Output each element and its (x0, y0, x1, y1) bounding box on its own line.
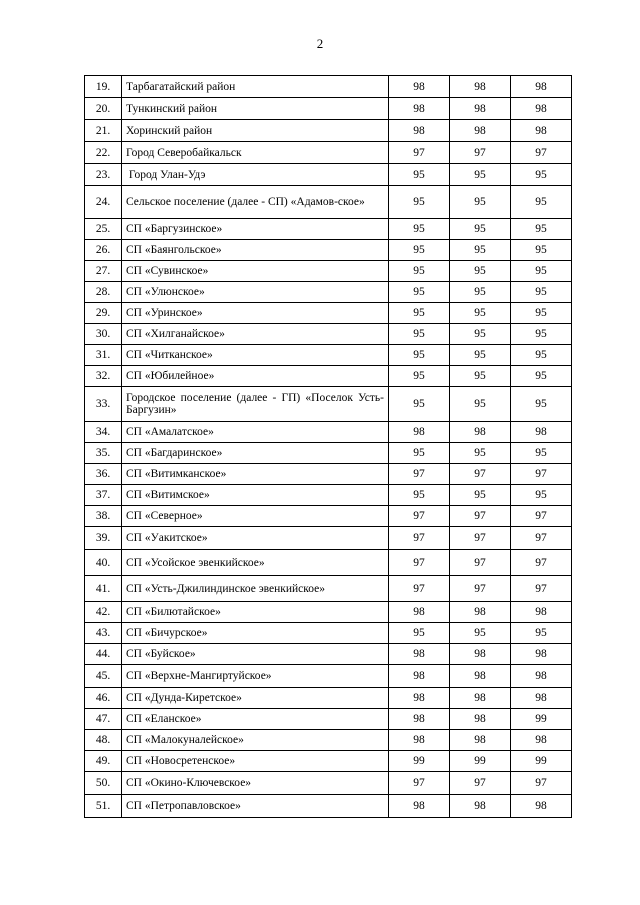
row-value-2: 98 (450, 665, 511, 688)
row-value-3: 97 (511, 576, 572, 602)
row-name: СП «Уакитское» (122, 527, 389, 550)
table-row (85, 261, 572, 282)
row-value-3: 97 (511, 506, 572, 527)
row-value-3: 95 (511, 623, 572, 644)
row-value-1: 95 (389, 164, 450, 186)
table-row (85, 76, 572, 98)
row-number: 33. (85, 387, 122, 422)
row-name: СП «Окино-Ключевское» (122, 772, 389, 795)
row-value-1: 98 (389, 422, 450, 443)
row-value-3: 95 (511, 324, 572, 345)
table-row (85, 443, 572, 464)
table-row (85, 98, 572, 120)
row-value-2: 98 (450, 644, 511, 665)
row-value-2: 95 (450, 240, 511, 261)
row-name: СП «Читканское» (122, 345, 389, 366)
row-name: Тарбагатайский район (122, 76, 389, 98)
row-name: СП «Усойское эвенкийское» (122, 550, 389, 576)
table-row (85, 219, 572, 240)
row-value-2: 95 (450, 623, 511, 644)
row-name: СП «Юбилейное» (122, 366, 389, 387)
row-value-1: 95 (389, 219, 450, 240)
row-value-3: 98 (511, 120, 572, 142)
row-value-1: 95 (389, 303, 450, 324)
row-value-3: 97 (511, 550, 572, 576)
row-value-2: 97 (450, 772, 511, 795)
row-name: Городское поселение (далее - ГП) «Поселок Усть-Баргузин» (122, 387, 389, 422)
row-number: 25. (85, 219, 122, 240)
row-number: 45. (85, 665, 122, 688)
table-row (85, 795, 572, 818)
row-number: 43. (85, 623, 122, 644)
row-number: 44. (85, 644, 122, 665)
row-number: 26. (85, 240, 122, 261)
row-value-1: 95 (389, 366, 450, 387)
table-row (85, 186, 572, 219)
row-number: 46. (85, 688, 122, 709)
table-row (85, 282, 572, 303)
row-number: 20. (85, 98, 122, 120)
table-row (85, 464, 572, 485)
table-row (85, 422, 572, 443)
row-value-2: 95 (450, 485, 511, 506)
row-name: СП «Витимское» (122, 485, 389, 506)
row-value-1: 98 (389, 688, 450, 709)
row-name: СП «Усть-Джилиндинское эвенкийское» (122, 576, 389, 602)
row-number: 28. (85, 282, 122, 303)
row-value-3: 95 (511, 366, 572, 387)
row-value-2: 95 (450, 324, 511, 345)
row-value-1: 98 (389, 709, 450, 730)
row-value-2: 97 (450, 527, 511, 550)
row-value-1: 95 (389, 345, 450, 366)
row-value-1: 95 (389, 324, 450, 345)
row-value-3: 98 (511, 665, 572, 688)
row-value-1: 95 (389, 186, 450, 219)
row-number: 19. (85, 76, 122, 98)
table-row (85, 730, 572, 751)
row-value-1: 95 (389, 240, 450, 261)
row-value-1: 99 (389, 751, 450, 772)
row-value-2: 95 (450, 282, 511, 303)
row-number: 32. (85, 366, 122, 387)
row-value-3: 98 (511, 644, 572, 665)
row-value-2: 95 (450, 443, 511, 464)
table-row (85, 709, 572, 730)
row-number: 50. (85, 772, 122, 795)
row-name: СП «Витимканское» (122, 464, 389, 485)
row-value-3: 98 (511, 422, 572, 443)
row-name: СП «Верхне-Мангиртуйское» (122, 665, 389, 688)
row-number: 23. (85, 164, 122, 186)
row-value-1: 95 (389, 623, 450, 644)
table-row (85, 164, 572, 186)
row-value-2: 95 (450, 345, 511, 366)
row-value-1: 98 (389, 98, 450, 120)
row-value-3: 99 (511, 751, 572, 772)
row-value-3: 98 (511, 602, 572, 623)
row-value-1: 95 (389, 485, 450, 506)
row-name: Хоринский район (122, 120, 389, 142)
row-name: Сельское поселение (далее - СП) «Адамов-ское» (122, 186, 389, 219)
row-name: СП «Амалатское» (122, 422, 389, 443)
row-number: 42. (85, 602, 122, 623)
row-name: СП «Дунда-Киретское» (122, 688, 389, 709)
row-value-3: 95 (511, 282, 572, 303)
table-row (85, 345, 572, 366)
row-value-2: 98 (450, 120, 511, 142)
row-value-2: 98 (450, 602, 511, 623)
row-value-1: 98 (389, 644, 450, 665)
row-number: 38. (85, 506, 122, 527)
row-value-2: 97 (450, 142, 511, 164)
row-name: СП «Малокуналейское» (122, 730, 389, 751)
row-number: 27. (85, 261, 122, 282)
row-value-2: 99 (450, 751, 511, 772)
table-row (85, 772, 572, 795)
table-row (85, 550, 572, 576)
row-value-3: 95 (511, 164, 572, 186)
row-number: 24. (85, 186, 122, 219)
row-value-2: 98 (450, 730, 511, 751)
row-name: СП «Новосретенское» (122, 751, 389, 772)
row-value-3: 98 (511, 795, 572, 818)
row-value-1: 98 (389, 602, 450, 623)
row-value-2: 95 (450, 261, 511, 282)
table-row (85, 303, 572, 324)
row-value-1: 97 (389, 772, 450, 795)
row-number: 35. (85, 443, 122, 464)
row-value-3: 97 (511, 142, 572, 164)
row-number: 40. (85, 550, 122, 576)
row-value-1: 98 (389, 730, 450, 751)
row-value-2: 95 (450, 186, 511, 219)
row-value-1: 97 (389, 506, 450, 527)
row-number: 48. (85, 730, 122, 751)
table-row (85, 751, 572, 772)
row-value-2: 97 (450, 550, 511, 576)
row-number: 36. (85, 464, 122, 485)
row-name: СП «Сувинское» (122, 261, 389, 282)
table-row (85, 644, 572, 665)
data-table (84, 75, 572, 818)
row-value-3: 95 (511, 186, 572, 219)
row-value-1: 98 (389, 76, 450, 98)
row-name: СП «Северное» (122, 506, 389, 527)
row-value-1: 95 (389, 387, 450, 422)
row-name: Город Северобайкальск (122, 142, 389, 164)
table-row (85, 142, 572, 164)
row-value-3: 97 (511, 772, 572, 795)
row-name: СП «Хилганайское» (122, 324, 389, 345)
table-row (85, 240, 572, 261)
row-value-1: 95 (389, 282, 450, 303)
row-name: Тункинский район (122, 98, 389, 120)
row-number: 29. (85, 303, 122, 324)
row-name: СП «Билютайское» (122, 602, 389, 623)
table-row (85, 688, 572, 709)
table-row (85, 366, 572, 387)
row-value-1: 97 (389, 576, 450, 602)
row-number: 39. (85, 527, 122, 550)
row-name: СП «Багдаринское» (122, 443, 389, 464)
row-value-3: 95 (511, 345, 572, 366)
row-value-2: 97 (450, 506, 511, 527)
row-value-2: 97 (450, 464, 511, 485)
row-value-3: 95 (511, 387, 572, 422)
row-value-2: 95 (450, 366, 511, 387)
row-name: СП «Бичурское» (122, 623, 389, 644)
row-value-1: 95 (389, 261, 450, 282)
table-row (85, 623, 572, 644)
row-name: СП «Еланское» (122, 709, 389, 730)
row-value-1: 97 (389, 550, 450, 576)
row-number: 47. (85, 709, 122, 730)
row-value-1: 98 (389, 795, 450, 818)
row-value-3: 98 (511, 76, 572, 98)
table-row (85, 120, 572, 142)
row-number: 41. (85, 576, 122, 602)
row-value-2: 95 (450, 164, 511, 186)
row-name: СП «Уринское» (122, 303, 389, 324)
row-value-1: 97 (389, 527, 450, 550)
row-number: 37. (85, 485, 122, 506)
row-name: СП «Буйское» (122, 644, 389, 665)
row-value-2: 97 (450, 576, 511, 602)
row-number: 21. (85, 120, 122, 142)
row-number: 31. (85, 345, 122, 366)
table-row (85, 485, 572, 506)
table-row (85, 387, 572, 422)
row-number: 49. (85, 751, 122, 772)
row-number: 30. (85, 324, 122, 345)
row-value-3: 95 (511, 443, 572, 464)
row-name: Город Улан-Удэ (122, 164, 389, 186)
table-row (85, 602, 572, 623)
row-value-2: 98 (450, 76, 511, 98)
row-value-3: 99 (511, 709, 572, 730)
row-value-1: 95 (389, 443, 450, 464)
row-value-3: 95 (511, 485, 572, 506)
row-value-2: 98 (450, 688, 511, 709)
row-value-3: 98 (511, 98, 572, 120)
row-value-1: 98 (389, 120, 450, 142)
row-name: СП «Петропавловское» (122, 795, 389, 818)
row-value-2: 98 (450, 795, 511, 818)
row-value-3: 97 (511, 527, 572, 550)
table-row (85, 665, 572, 688)
row-value-3: 97 (511, 464, 572, 485)
row-number: 22. (85, 142, 122, 164)
table-row (85, 324, 572, 345)
row-value-1: 97 (389, 142, 450, 164)
row-name: СП «Баргузинское» (122, 219, 389, 240)
row-value-1: 98 (389, 665, 450, 688)
row-number: 34. (85, 422, 122, 443)
row-value-2: 98 (450, 422, 511, 443)
row-value-2: 95 (450, 219, 511, 240)
page-number: 2 (316, 36, 324, 51)
row-name: СП «Улюнское» (122, 282, 389, 303)
row-name: СП «Баянгольское» (122, 240, 389, 261)
table-row (85, 506, 572, 527)
row-value-3: 95 (511, 303, 572, 324)
table-row (85, 527, 572, 550)
row-value-2: 95 (450, 387, 511, 422)
row-value-3: 98 (511, 688, 572, 709)
row-value-3: 98 (511, 730, 572, 751)
row-value-2: 98 (450, 98, 511, 120)
table-row (85, 576, 572, 602)
row-value-1: 97 (389, 464, 450, 485)
row-number: 51. (85, 795, 122, 818)
row-value-3: 95 (511, 219, 572, 240)
row-value-3: 95 (511, 240, 572, 261)
row-value-2: 98 (450, 709, 511, 730)
row-value-2: 95 (450, 303, 511, 324)
row-value-3: 95 (511, 261, 572, 282)
